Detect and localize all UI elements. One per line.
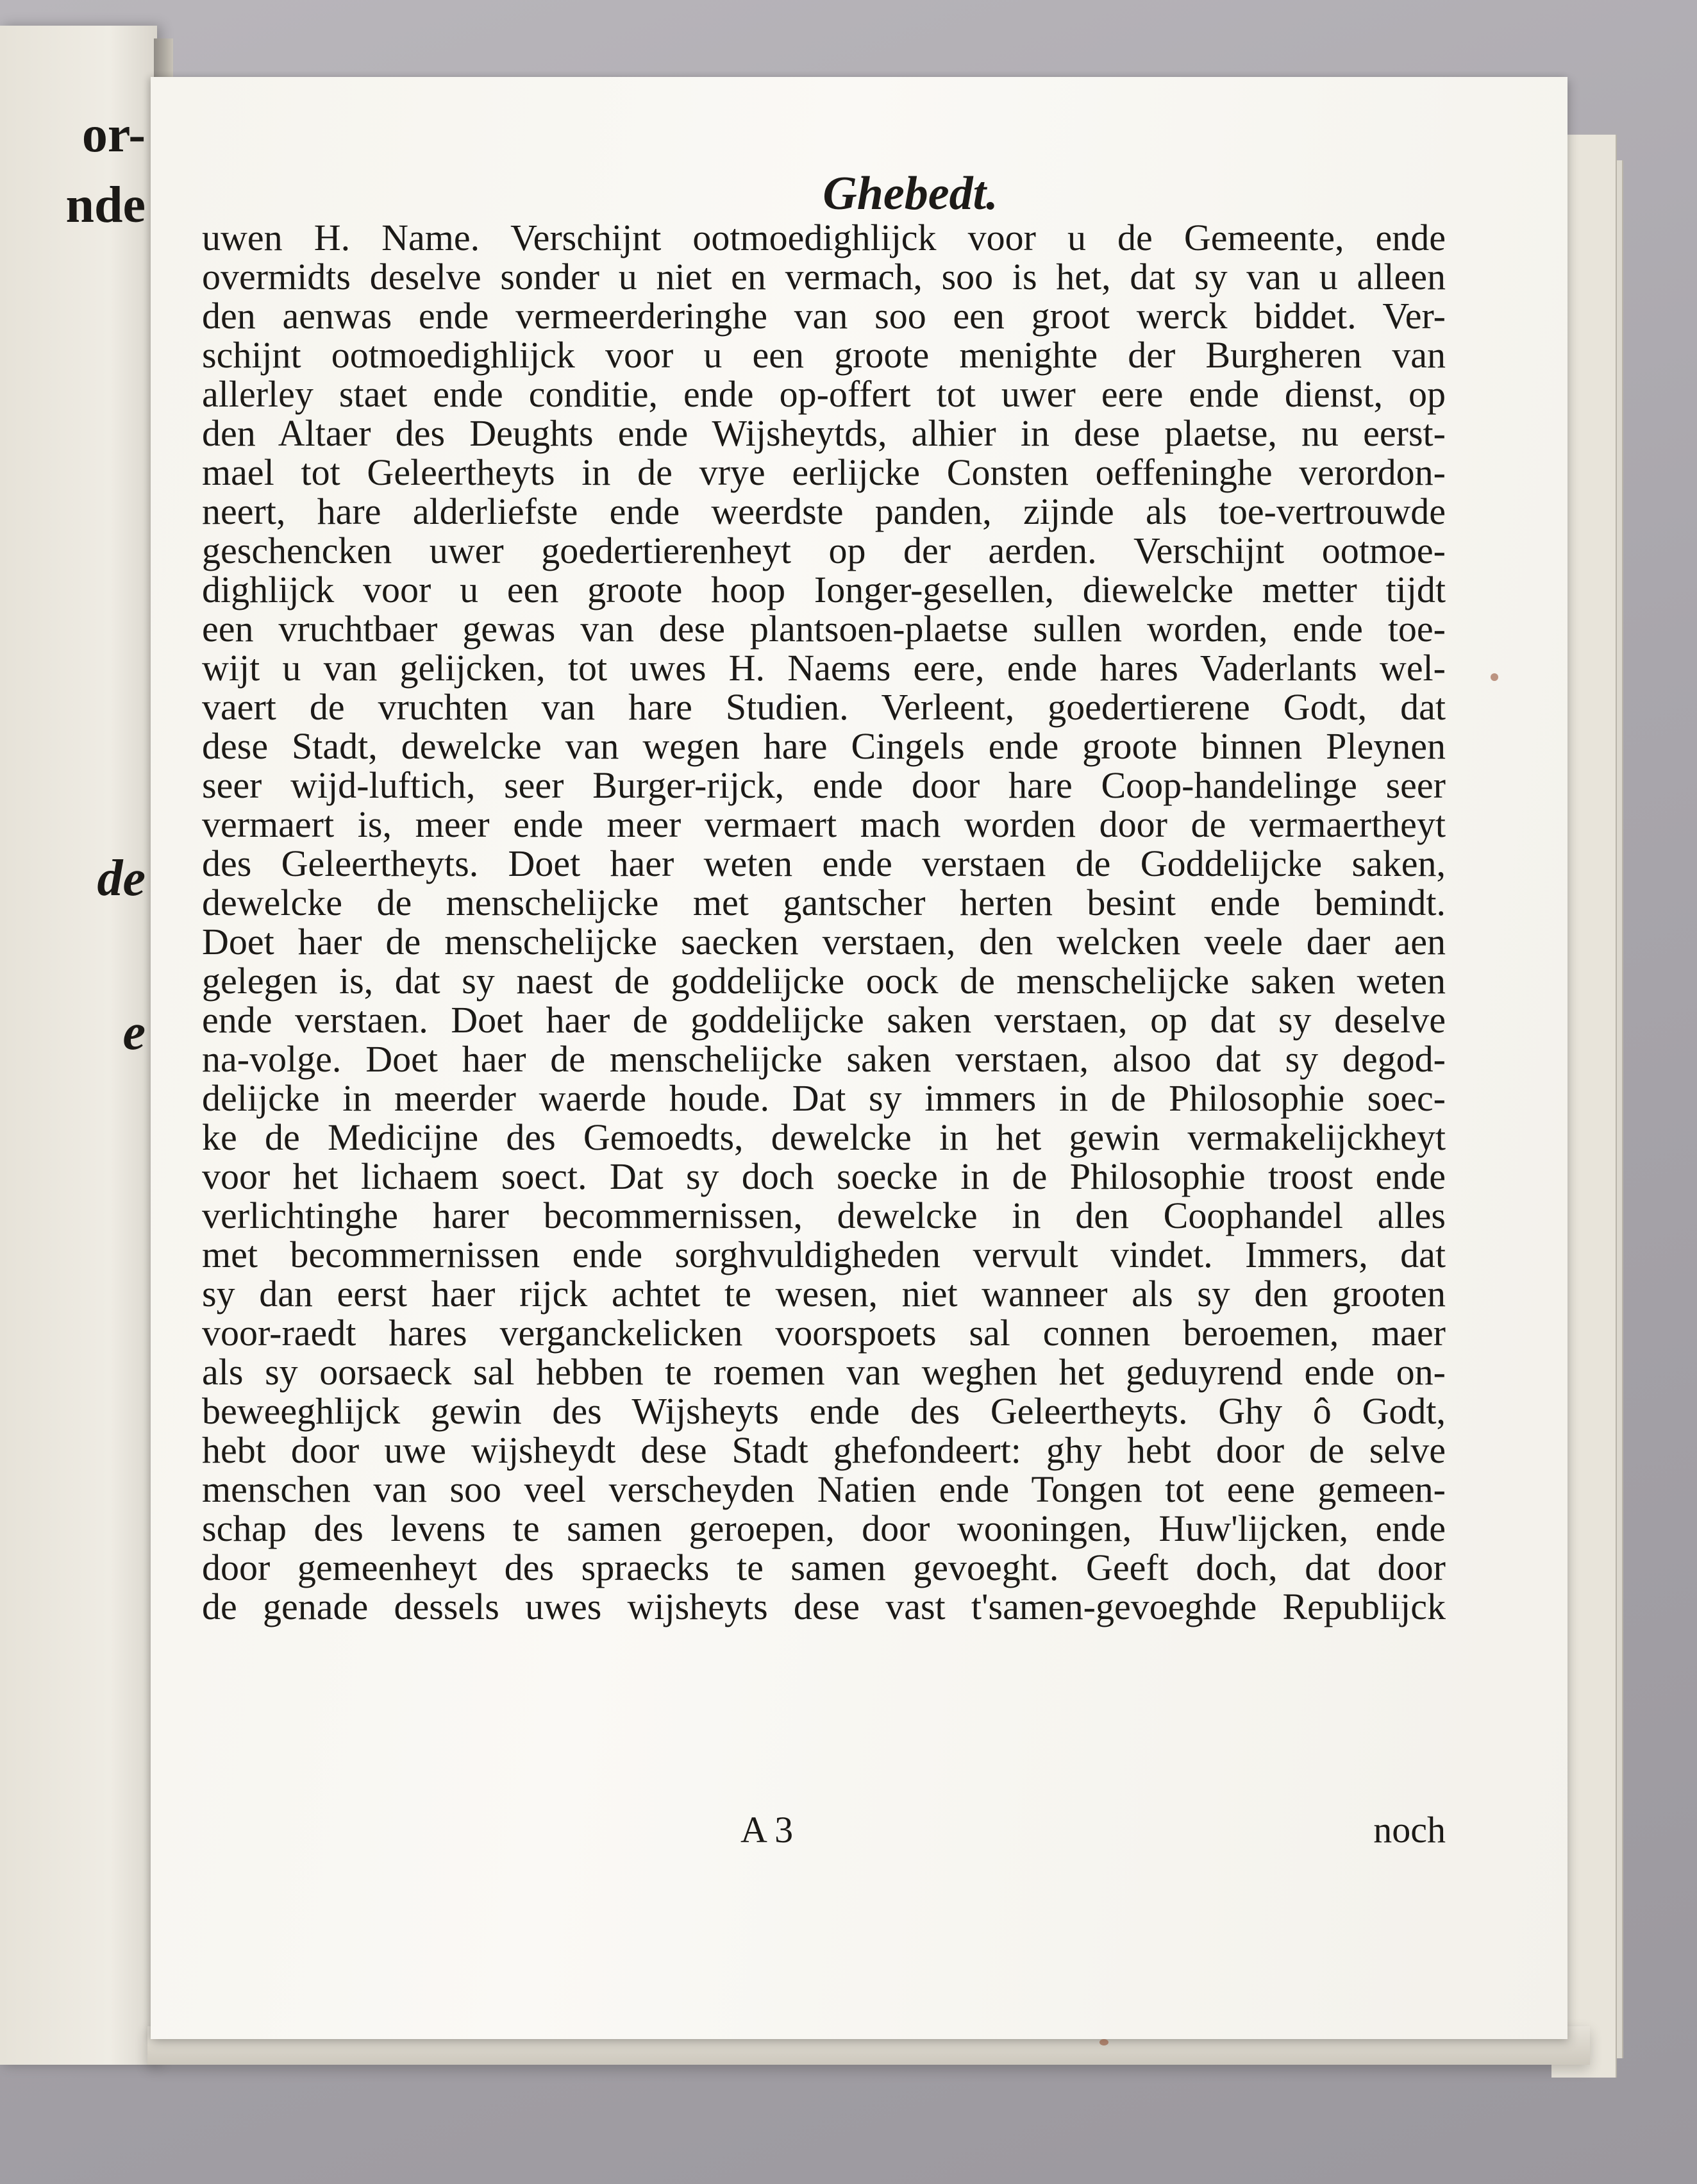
text-line: gelegen is, dat sy naest de goddelijcke oock de menschelijcke saken weten: [202, 960, 1446, 1002]
text-line: den aenwas ende vermeerderinghe van soo een groot werck biddet. Ver-: [202, 295, 1446, 337]
text-line: hebt door uwe wijsheydt dese Stadt ghefondeert: ghy hebt door de selve: [202, 1429, 1446, 1471]
text-line: schijnt ootmoedighlijck voor u een groote menighte der Burgheren van: [202, 334, 1446, 376]
text-line: voor-raedt hares verganckelicken voorspoets sal connen beroemen, maer: [202, 1312, 1446, 1354]
text-line: sy dan eerst haer rijck achtet te wesen, niet wanneer als sy den grooten: [202, 1273, 1446, 1315]
text-line: dese Stadt, dewelcke van wegen hare Cingels ende groote binnen Pleynen: [202, 725, 1446, 767]
text-line: uwen H. Name. Verschijnt ootmoedighlijck voor u de Gemeente, ende: [202, 217, 1446, 258]
text-line: een vruchtbaer gewas van dese plantsoen-plaetse sullen worden, ende toe-: [202, 608, 1446, 650]
text-line: overmidts deselve sonder u niet en vermach, soo is het, dat sy van u alleen: [202, 256, 1446, 298]
text-line: ende verstaen. Doet haer de goddelijcke saken verstaen, op dat sy deselve: [202, 999, 1446, 1041]
text-line: na-volge. Doet haer de menschelijcke saken verstaen, alsoo dat sy degod-: [202, 1038, 1446, 1080]
text-line: de genade dessels uwes wijsheyts dese vast t'samen-gevoeghde Republijck: [202, 1586, 1446, 1627]
text-line: menschen van soo veel verscheyden Natien ende Tongen tot eene gemeen-: [202, 1468, 1446, 1510]
text-line: wijt u van gelijcken, tot uwes H. Naems eere, ende hares Vaderlants wel-: [202, 647, 1446, 689]
left-page-fragment: de: [97, 850, 146, 907]
catchword: noch: [1373, 1809, 1446, 1851]
text-line: ke de Medicijne des Gemoedts, dewelcke in het gewin vermakelijckheyt: [202, 1116, 1446, 1158]
text-line: vermaert is, meer ende meer vermaert mach worden door de vermaertheyt: [202, 803, 1446, 845]
left-page-fragment: e: [122, 1004, 146, 1061]
body-text: [202, 218, 1446, 1626]
text-line: dighlijck voor u een groote hoop Ionger-gesellen, diewelcke metter tijdt: [202, 569, 1446, 610]
text-line: mael tot Geleertheyts in de vrye eerlijcke Consten oeffeninghe verordon-: [202, 451, 1446, 493]
previous-page-fragment: [0, 26, 157, 2065]
text-line: beweeghlijck gewin des Wijsheyts ende des Geleertheyts. Ghy ô Godt,: [202, 1390, 1446, 1432]
text-line: dewelcke de menschelijcke met gantscher herten besint ende bemindt.: [202, 882, 1446, 923]
left-page-fragment: or-: [81, 106, 146, 163]
book-page: [151, 77, 1567, 2039]
text-line: vaert de vruchten van hare Studien. Verleent, goedertierene Godt, dat: [202, 686, 1446, 728]
left-page-fragment: nde: [65, 177, 146, 233]
page-footer: [202, 1808, 1446, 1860]
text-line: door gemeenheyt des spraecks te samen gevoeght. Geeft doch, dat door: [202, 1547, 1446, 1588]
page-title: Ghebedt.: [823, 167, 998, 220]
text-line: geschencken uwer goedertierenheyt op der aerden. Verschijnt ootmoe-: [202, 530, 1446, 571]
text-line: seer wijd-luftich, seer Burger-rijck, ende door hare Coop-handelinge seer: [202, 764, 1446, 806]
text-line: des Geleertheyts. Doet haer weten ende verstaen de Goddelijcke saken,: [202, 843, 1446, 884]
paper-stain: [1099, 2039, 1108, 2045]
text-line: den Altaer des Deughts ende Wijsheytds, alhier in dese plaetse, nu eerst-: [202, 412, 1446, 454]
text-line: voor het lichaem soect. Dat sy doch soecke in de Philosophie troost ende: [202, 1155, 1446, 1197]
text-line: delijcke in meerder waerde houde. Dat sy immers in de Philosophie soec-: [202, 1077, 1446, 1119]
text-line: verlichtinghe harer becommernissen, dewelcke in den Coophandel alles: [202, 1195, 1446, 1236]
text-line: Doet haer de menschelijcke saecken verstaen, den welcken veele daer aen: [202, 921, 1446, 962]
text-line: als sy oorsaeck sal hebben te roemen van weghen het geduyrend ende on-: [202, 1351, 1446, 1393]
text-line: met becommernissen ende sorghvuldigheden vervult vindet. Immers, dat: [202, 1234, 1446, 1275]
text-line: allerley staet ende conditie, ende op-offert tot uwer eere ende dienst, op: [202, 373, 1446, 415]
text-line: schap des levens te samen geroepen, door wooningen, Huw'lijcken, ende: [202, 1508, 1446, 1549]
text-line: neert, hare alderliefste ende weerdste panden, zijnde als toe-vertrouwde: [202, 491, 1446, 532]
signature-mark: A 3: [740, 1809, 794, 1851]
paper-stain: [1491, 673, 1498, 681]
